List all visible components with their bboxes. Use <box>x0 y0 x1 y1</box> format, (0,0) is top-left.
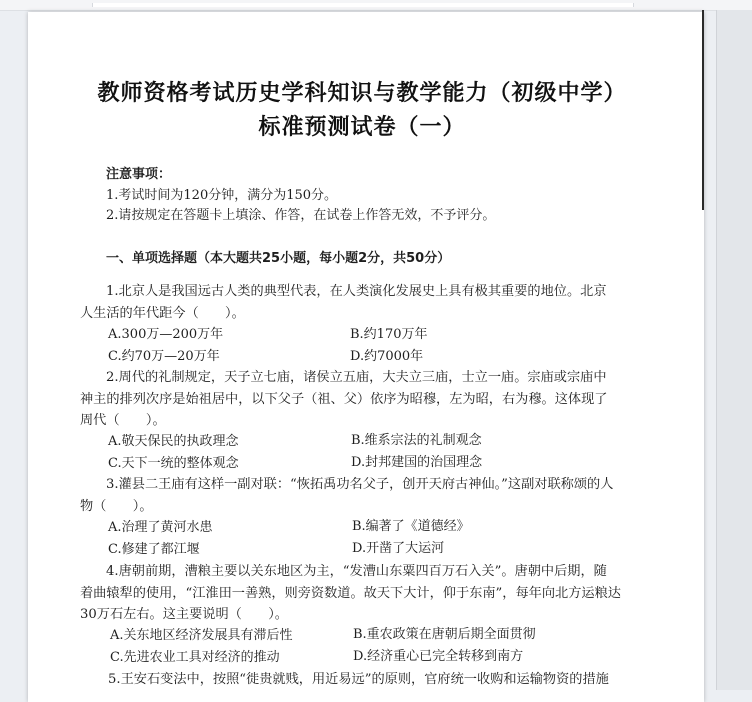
question-5-line: 5.王安石变法中，按照“徙贵就贱，用近易远”的原则，官府统一收购和运输物资的措施 <box>108 672 609 687</box>
option-b: B.维系宗法的礼制观念 <box>351 433 482 448</box>
exam-subtitle: 标准预测试卷（一） <box>258 115 466 140</box>
section-heading: 一、单项选择题（本大题共25小题，每小题2分，共50分） <box>106 251 451 266</box>
option-c: C.天下一统的整体观念 <box>108 456 239 471</box>
option-c: C.约70万—20万年 <box>108 349 220 364</box>
option-b: B.重农政策在唐朝后期全面贯彻 <box>353 627 536 642</box>
question-3-line: 3.灌县二王庙有这样一副对联：“恢拓禹功名父子，创开天府古神仙。”这副对联称颂的人 <box>106 477 614 492</box>
toolbar-track <box>92 3 634 7</box>
option-a: A.关东地区经济发展具有滞后性 <box>110 628 293 643</box>
exam-title: 教师资格考试历史学科知识与教学能力（初级中学） <box>97 81 627 106</box>
question-1-line: 人生活的年代距今（ ）。 <box>80 305 245 321</box>
question-2-line: 周代（ ）。 <box>80 413 166 428</box>
question-2 <box>80 367 640 432</box>
option-a: A.敬天保民的执政理念 <box>108 434 239 449</box>
option-c: C.先进农业工具对经济的推动 <box>110 650 280 665</box>
option-d: D.封邦建国的治国理念 <box>351 455 483 470</box>
option-d: D.开凿了大运河 <box>352 541 445 556</box>
option-a: A.300万—200万年 <box>108 327 224 342</box>
question-1-line: 1.北京人是我国远古人类的典型代表，在人类演化发展史上具有极其重要的地位。北京 <box>106 284 607 299</box>
question-2-line: 神主的排列次序是始祖居中，以下父子（祖、父）依序为昭穆，左为昭，右为穆。这体现了 <box>80 391 608 407</box>
question-2-line: 2.周代的礼制规定，天子立七庙，诸侯立五庙，大夫立三庙，士立一庙。宗庙或宗庙中 <box>106 370 607 385</box>
viewer-toolbar <box>0 0 752 11</box>
question-1 <box>80 281 640 324</box>
question-4-line: 着曲辕犁的使用，“江淮田一善熟，则旁资数道。故天下大计，仰于东南”，每年向北方运粮达 <box>80 585 621 601</box>
notes-heading: 注意事项： <box>106 167 172 182</box>
option-b: B.编著了《道德经》 <box>352 519 470 534</box>
option-c: C.修建了都江堰 <box>108 542 200 557</box>
question-3 <box>80 474 640 517</box>
notes-item: 2.请按规定在答题卡上填涂、作答，在试卷上作答无效，不予评分。 <box>106 208 496 223</box>
question-5-partial <box>108 666 668 690</box>
question-4-line: 30万石左右。这主要说明（ ）。 <box>80 607 288 622</box>
option-b: B.约170万年 <box>350 327 428 342</box>
option-a: A.治理了黄河水患 <box>108 520 213 535</box>
notes-item: 1.考试时间为120分钟，满分为150分。 <box>106 188 338 203</box>
question-3-line: 物（ ）。 <box>80 498 153 514</box>
question-4-line: 4.唐朝前期，漕粮主要以关东地区为主，“发漕山东粟四百万石入关”。唐朝中后期，随 <box>106 564 607 579</box>
option-d: D.经济重心已完全转移到南方 <box>353 649 524 664</box>
option-d: D.约7000年 <box>350 349 424 364</box>
question-4 <box>80 561 640 626</box>
